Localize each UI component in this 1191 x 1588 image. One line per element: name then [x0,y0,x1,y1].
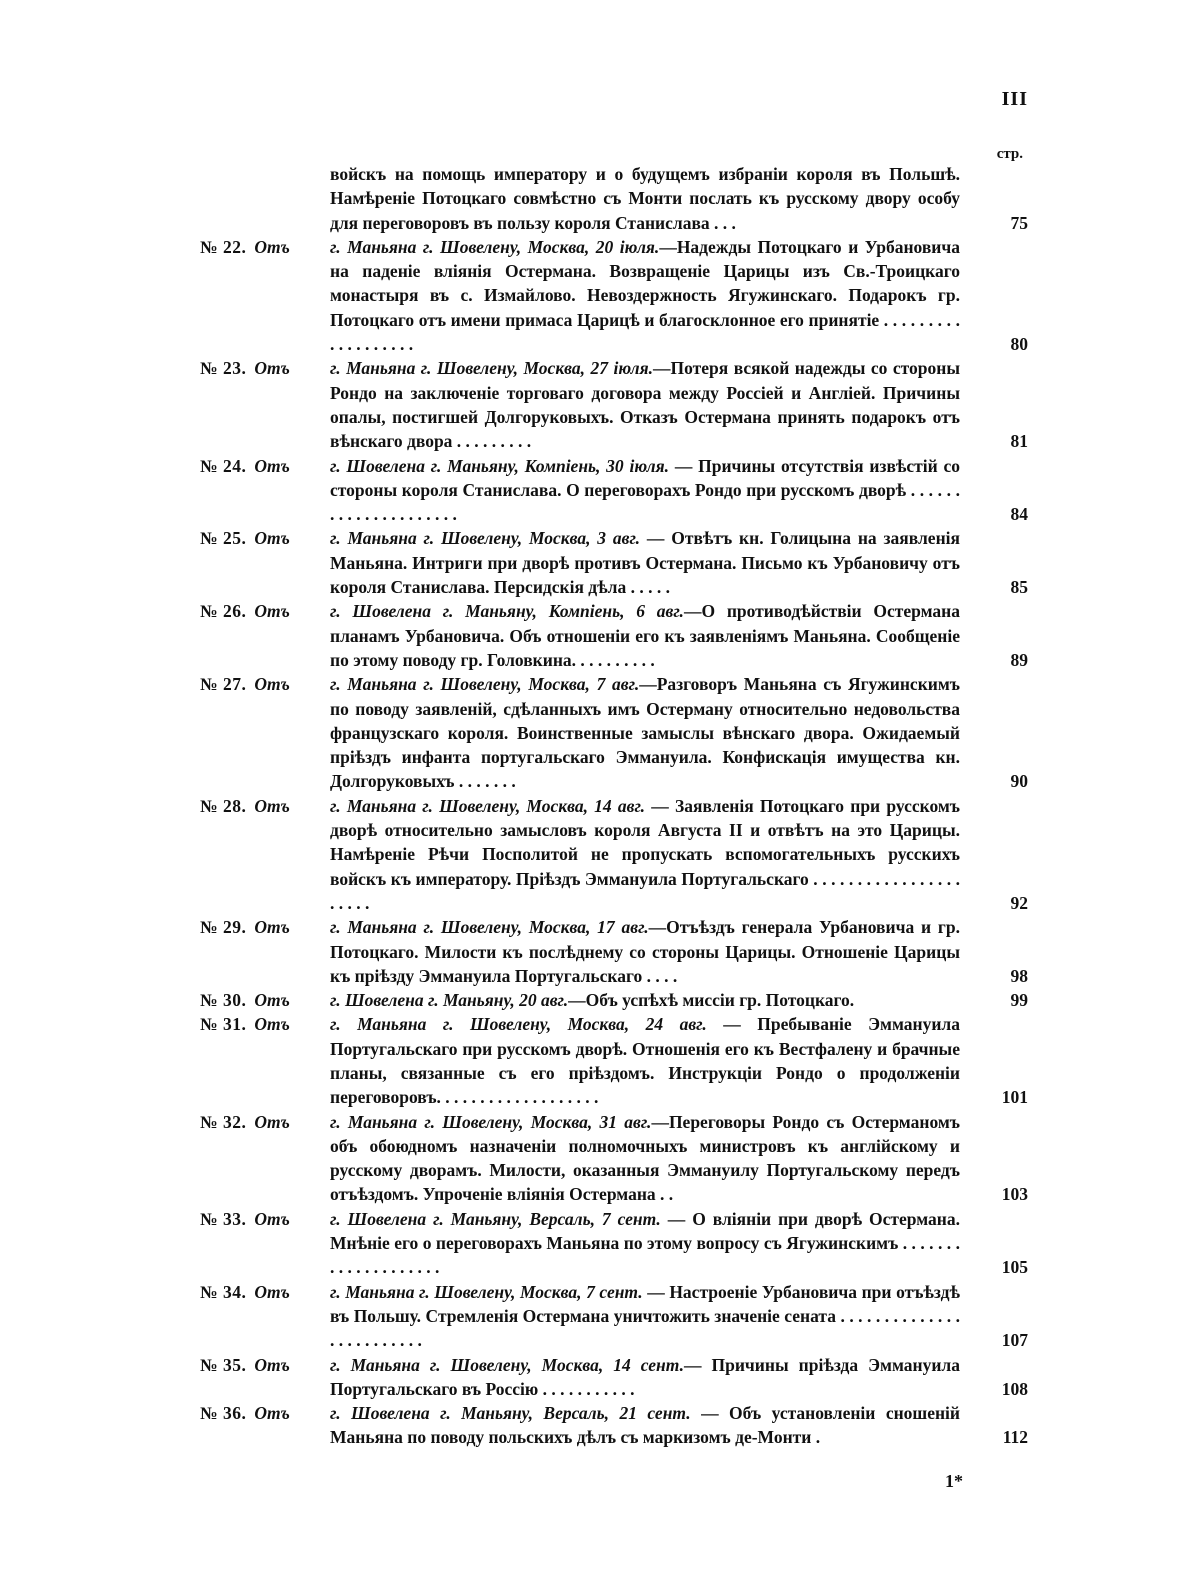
entry-page-number: 92 [1010,892,1028,913]
entry-summary: — Причины пріѣзда Эммануила Португальскаго въ Россію . . . . . . . . . . . [330,1354,961,1399]
entry-from: Отъ [254,1014,290,1035]
entry-from: Отъ [254,1208,290,1229]
entry-number: № 25. [200,528,247,549]
entry-summary: — О вліяніи при дворѣ Остермана. Мнѣніе его о переговорахъ Маньяна по этому вопросу съ Ягужинскимъ . . . . . . . . . . . . . . . . . . . . [330,1208,960,1278]
entry-from: Отъ [254,917,290,938]
entry-summary: —Переговоры Рондо съ Остерманомъ объ обоюдномъ назначеніи полномочныхъ министровъ къ англійскому и русскому дворамъ. Милости, оказанныя Эммануилу Португальскому передъ отъѣздомъ. Упроченіе вліянія Остермана . . [330,1111,960,1205]
signature-mark: 1* [945,1471,963,1491]
entry-page-number: 108 [1001,1378,1028,1399]
list-item [200,988,1028,1012]
entry-number: № 22. [200,236,247,257]
entry-summary: —Объ успѣхѣ миссіи гр. Потоцкаго. [568,990,855,1011]
entry-page-number: 103 [1001,1184,1028,1205]
page-column-header: стр. [996,146,1023,162]
list-item [200,1012,1028,1109]
entry-number: № 29. [200,917,247,938]
list-item [200,1207,1028,1280]
entry-page-number: 80 [1010,334,1028,355]
entry-heading: г. Шовелена г. Маньяну, Компіень, 6 авг. [330,601,684,622]
entry-number: № 27. [200,674,247,695]
entry-number: № 24. [200,455,247,476]
entry-summary: —Потеря всякой надежды со стороны Рондо на заключеніе торговаго договора между Россіей и Англіей. Причины опалы, постигшей Долгоруковыхъ. Отказъ Остермана принять подарокъ отъ вѣнскаго двора . . . . . . . . . [330,358,960,452]
entry-page-number: 107 [1001,1330,1028,1351]
list-item [200,915,1028,988]
entry-summary: — Настроеніе Урбановича при отъѣздѣ въ Польшу. Стремленія Остермана уничтожить значеніе сената . . . . . . . . . . . . . . . . . . . . . . . . . [330,1281,960,1351]
list-item [200,794,1028,915]
entry-heading: г. Маньяна г. Шовелену, Москва, 17 авг. [330,917,649,938]
list-item [200,356,1028,453]
entry-from: Отъ [254,528,290,549]
entry-summary: — Причины отсутствія извѣстій со стороны короля Станислава. О переговорахъ Рондо при русскомъ дворѣ . . . . . . . . . . . . . . . . . . . . . [330,455,961,525]
entry-page-number: 89 [1010,649,1028,670]
entry-page-number: 90 [1010,771,1028,792]
list-item [200,526,1028,599]
entry-heading: г. Шовелена г. Маньяну, Версаль, 21 сент. [330,1403,691,1424]
entry-number: № 33. [200,1208,247,1229]
entry-from: Отъ [254,1354,290,1375]
entry-summary: войскъ на помощь императору и о будущемъ избраніи короля въ Польшѣ. Намѣреніе Потоцкаго совмѣстно съ Монти послать къ русскому двору особу для переговоровъ въ пользу короля Станислава . . . [330,164,960,233]
entry-from: Отъ [254,1403,290,1424]
entry-summary: —Разговоръ Маньяна съ Ягужинскимъ по поводу заявленій, сдѣланныхъ имъ Остерману относительно недовольства французскаго короля. Воинственные замыслы вѣнскаго двора. Ожидаемый пріѣздъ инфанта португальскаго Эммануила. Конфискація имущества кн. Долгоруковыхъ . . . . . . . [330,674,960,792]
entry-heading: г. Маньяна г. Шовелену, Москва, 7 сент. [330,1281,643,1302]
entry-page-number: 75 [1010,212,1028,233]
entry-summary: — Отвѣтъ кн. Голицына на заявленія Маньяна. Интриги при дворѣ противъ Остермана. Письмо къ Урбановичу отъ короля Станислава. Персидскія дѣла . . . . . [330,528,960,598]
entry-heading: г. Маньяна г. Шовелену, Москва, 3 авг. [330,528,641,549]
page-number: III [1001,88,1028,110]
entry-heading: г. Маньяна г. Шовелену, Москва, 31 авг. [330,1111,652,1132]
entry-from: Отъ [254,358,290,379]
entry-page-number: 85 [1010,577,1028,598]
entry-from: Отъ [254,601,290,622]
entry-page-number: 81 [1010,431,1028,452]
entry-page-number: 112 [1002,1427,1028,1448]
entry-number: № 32. [200,1111,247,1132]
entry-heading: г. Маньяна г. Шовелену, Москва, 7 авг. [330,674,640,695]
entry-heading: г. Шовелена г. Маньяну, Версаль, 7 сент. [330,1208,661,1229]
entry-page-number: 99 [1010,990,1028,1011]
list-item [200,1401,1028,1450]
entry-heading: г. Шовелена г. Маньяну, 20 авг. [330,990,569,1011]
list-item [200,235,1028,356]
entry-summary: — Заявленія Потоцкаго при русскомъ дворѣ относительно замысловъ короля Августа II и отвѣтъ на это Царицы. Намѣреніе Рѣчи Посполитой не пропускать вспомогательныхъ русскихъ войскъ къ императору. Пріѣздъ Эммануила Португальскаго . . . . . . . . . . . . . . . . . . . . . . [330,795,960,913]
entry-heading: г. Маньяна г. Шовелену, Москва, 24 авг. [330,1014,707,1035]
list-item [200,454,1028,527]
entry-summary: — Пребываніе Эммануила Португальскаго при русскомъ дворѣ. Отношенія его къ Вестфалену и брачные планы, связанные съ его пріѣздомъ. Инструкціи Рондо о продолженіи переговоровъ. . . . . . . . . . . . . . . . . . . [330,1014,960,1108]
table-of-contents [200,162,1028,1450]
entry-number: № 35. [200,1354,247,1375]
entry-from: Отъ [254,795,290,816]
list-item [200,1110,1028,1207]
entry-summary: —О противодѣйствіи Остермана планамъ Урбановича. Объ отношеніи его къ заявленіямъ Маньяна. Сообщеніе по этому поводу гр. Головкина. . . . . . . . . . [330,601,960,670]
entry-page-number: 98 [1010,965,1028,986]
entry-from: Отъ [254,1111,290,1132]
entry-heading: г. Маньяна г. Шовелену, Москва, 14 сент. [330,1354,684,1375]
entry-summary: — Объ установленіи сношеній Маньяна по поводу польскихъ дѣлъ съ маркизомъ де-Монти . [330,1403,960,1448]
entry-page-number: 84 [1010,504,1028,525]
list-item [200,1280,1028,1353]
list-item [200,672,1028,793]
entry-from: Отъ [254,455,290,476]
entry-heading: г. Маньяна г. Шовелену, Москва, 27 іюля. [330,358,654,379]
entry-heading: г. Маньяна г. Шовелену, Москва, 14 авг. [330,795,646,816]
entry-page-number: 101 [1001,1087,1028,1108]
entry-number: № 23. [200,358,247,379]
entry-number: № 28. [200,795,247,816]
list-item [200,1353,1028,1402]
entry-summary: —Отъѣздъ генерала Урбановича и гр. Потоцкаго. Милости къ послѣднему со стороны Царицы. Отношеніе Царицы къ пріѣзду Эммануила Португальскаго . . . . [330,917,960,986]
entry-heading: г. Шовелена г. Маньяну, Компіень, 30 іюля. [330,455,670,476]
entry-number: № 36. [200,1403,247,1424]
entry-number: № 26. [200,601,247,622]
entry-from: Отъ [254,674,290,695]
entry-heading: г. Маньяна г. Шовелену, Москва, 20 іюля. [330,236,660,257]
list-item [200,599,1028,672]
entry-number: № 31. [200,1014,247,1035]
entry-from: Отъ [254,236,290,257]
list-item [200,162,1028,235]
entry-page-number: 105 [1001,1257,1028,1278]
entry-summary: —Надежды Потоцкаго и Урбановича на паденіе вліянія Остермана. Возвращеніе Царицы изъ Св.-Троицкаго монастыря въ с. Измайлово. Невоздержность Ягужинскаго. Подарокъ гр. Потоцкаго отъ имени примаса Царицѣ и благосклонное его принятіе . . . . . . . . . . . . . . . . . . . [330,236,960,355]
entry-from: Отъ [254,1281,290,1302]
entry-number: № 30. [200,990,247,1011]
entry-number: № 34. [200,1281,247,1302]
entry-from: Отъ [254,990,290,1011]
